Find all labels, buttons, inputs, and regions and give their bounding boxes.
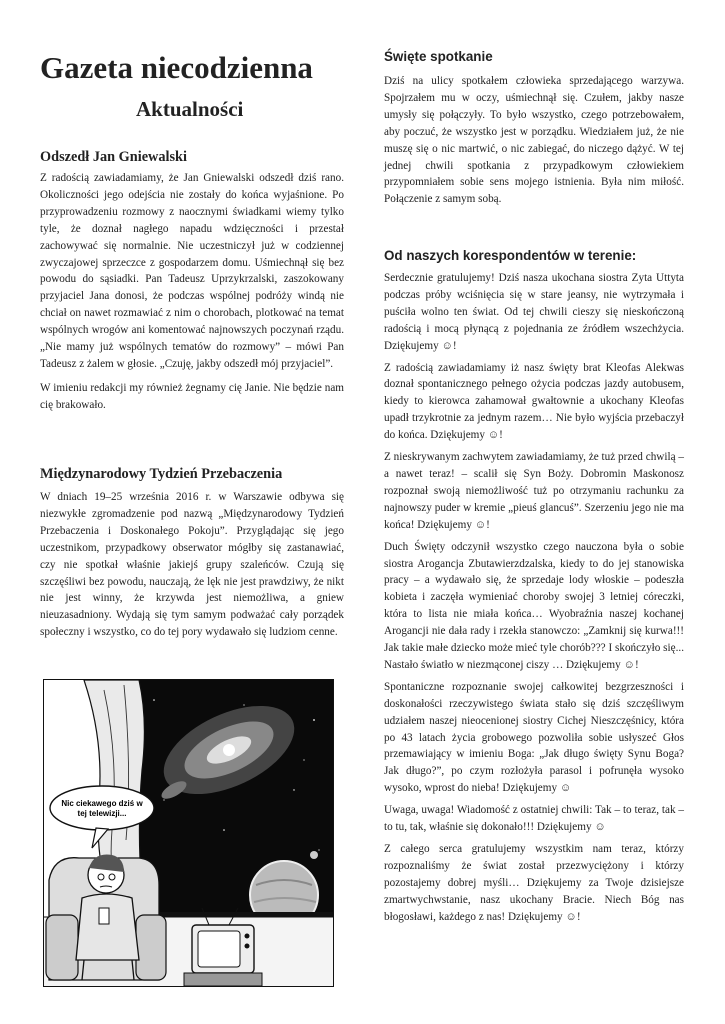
- section-title: Aktualności: [136, 97, 244, 121]
- paragraph: Uwaga, uwaga! Wiadomość z ostatniej chwili: Tak – to teraz, tak – to tu, tak, właśnie się dokonało!!! Dziękujemy ☺: [384, 804, 684, 834]
- speech-bubble-line-2: tej telewizji...: [77, 809, 127, 818]
- article-body: [384, 270, 684, 926]
- paragraph: Z całego serca gratulujemy wszystkim nam teraz, którzy rozpoznaliśmy że świat został przezwyciężony i którzy pozostajemy dobrej myśli… Dziękujemy za Twoje dzisiejsze zmartwychwstanie, nasz ukochany Bracie. Niech Bóg nas błogosławi, każdego z nas! Dziękujemy ☺!: [384, 843, 684, 923]
- comic-illustration: [43, 679, 334, 987]
- speech-bubble-line-1: Nic ciekawego dziś w: [61, 799, 143, 808]
- article-body: [40, 489, 344, 641]
- paragraph: Dziś na ulicy spotkałem człowieka sprzedającego warzywa. Spojrzałem mu w oczy, uśmiechnął się. Czułem, jakby nasze umysły się połączyły. To było wszystko, czego potrzebowałem, aby poczuć, że wszystko jest w porządku. Wiedziałem już, że nie muszę się o nic martwić, o nic zabiegać, do niczego dążyć. W tej jednej chwili spotkania z przypadkowym człowiekiem przypomniałem sobie sens mojego istnienia. Była nim miłość. Połączenie z samym sobą.: [384, 75, 684, 206]
- page-title: Gazeta niecodzienna: [40, 50, 313, 85]
- article-heading: Od naszych korespondentów w terenie:: [384, 248, 637, 263]
- paragraph: W imieniu redakcji my również żegnamy cię Janie. Nie będzie nam cię brakowało.: [40, 381, 344, 411]
- paragraph: Z radością zawiadamiamy iż nasz święty brat Kleofas Alekwas doznał spontanicznego pełnego ożycia podczas jazdy autobusem, kiedy to kierowca zahamował gwałtownie a ukochany Kleofas upadł trzykrotnie za jednym razem… Nie było wyjścia przebaczył do końca. Dziękujemy ☺!: [384, 361, 684, 442]
- article-heading: Odszedł Jan Gniewalski: [40, 149, 187, 165]
- paragraph: Z nieskrywanym zachwytem zawiadamiamy, że tuż przed chwilą – a nawet teraz! – scalił się Syn Boży. Dobromin Maskonosz rozpoznał swoją niemożliwość tuż po otrzymaniu rachunku za najnowszy puder w kremie „pieuś glancuś”. Szerzeniu jego nie ma końca! Dziękujemy ☺!: [384, 451, 684, 531]
- paragraph: Serdecznie gratulujemy! Dziś nasza ukochana siostra Zyta Uttyta podczas próby wciśnięcia się w stare jeansy, nie wytrzymała i puściła wolno ten świat. Od tej chwili cieszy się nieskończoną radością i mocą płynącą z pojednania ze źródłem wszechżycia. Dziękujemy ☺!: [384, 272, 684, 352]
- paragraph: Duch Święty odczynił wszystko czego nauczona była o sobie siostra Arogancja Zbutawierzdzalska, kiedy to do jej stanowiska pracy – a wydawało się, że sprzedaje lody włoskie – podeszła kobieta i zaczęła wymieniać choroby swojej 3 letniej córeczki, która to lista nie miała końca… Wyobraźnia naszej kochanej Arogancji nie dała rady i rzekła stanowczo: „Zamknij się kurwa!!! Jak takie małe dziecko może mieć tyle chorób??? I skończyło się... Nastało światło w niezmąconej ciszy … Dziękujemy ☺!: [384, 540, 684, 671]
- paragraph: Z radością zawiadamiamy, że Jan Gniewalski odszedł dziś rano. Okoliczności jego odejścia nie zostały do końca wyjaśnione. Po przyprowadzeniu rozmowy z naocznymi świadkami wiemy tylko tyle, że doznał nagłego napadu wdzięczności i przestał zachowywać się normalnie. Nie uczestniczył już w codziennej zwyczajowej sprzeczce z gospodarzem domu. Uśmiechnął się bez powodu do sąsiadki. Pan Tadeusz Uprzykrzalski, zaszokowany przyjaciel Jana donosi, że podczas wspólnej podróży windą nie chciał on nawet rozmawiać z nim o chorobach, plotkować na temat wspólnych wrogów ani komentować najnowszych poczynań rządu. „Nie mamy już wspólnych tematów do rozmowy” – mówi Pan Tadeusz z żalem w głosie. „Czuję, jakby odszedł mój przyjaciel”.: [40, 172, 344, 370]
- paragraph: Spontaniczne rozpoznanie swojej całkowitej bezgrzeszności i doskonałości rzeczywistego świata stało się dziś szczęśliwym udziałem naszej nieocenionej siostry Cichej Nieszczęśnicy, która po 43 latach życia grobowego pozwoliła sobie usłyszeć Głos przemawiający w imieniu Boga: „Jak długo święty Synu Boga? Jak długo?”, po czym rozłożyła parasol i pofrunęła wysoko wysoko, wprost do nieba! Dziękujemy ☺: [384, 680, 684, 795]
- article-body: [384, 73, 684, 208]
- article-heading: Święte spotkanie: [384, 49, 493, 64]
- article-body: [40, 170, 344, 414]
- paragraph: W dniach 19–25 września 2016 r. w Warszawie odbywa się niezwykłe zgromadzenie pod nazwą „Międzynarodowy Tydzień Przebaczenia i Doskonałego Pokoju”. Przyglądając się jego uczestnikom, przypadkowy obserwator mógłby się zastanawiać, czy nie spotkał właśnie jakiejś grupy szaleńców. Czują się szczęśliwi bez powodu, nauczają, że lęk nie jest prawdziwy, że nikt nie jest winny, że krzywda jest niemożliwa, a gniew nieuzasadniony. Wydają się tym samym podważać cały porządek społeczny i wszystko, co do tej pory wydawało się ludziom cenne.: [40, 491, 344, 639]
- article-heading: Międzynarodowy Tydzień Przebaczenia: [40, 466, 283, 482]
